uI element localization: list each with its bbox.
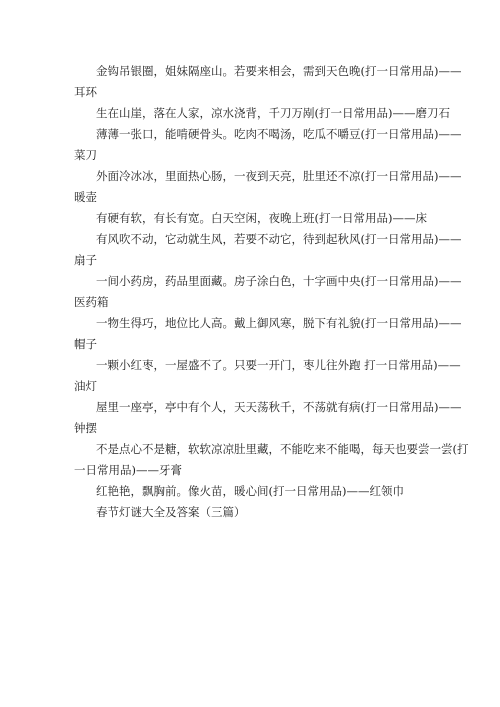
text-line: 帽子: [74, 337, 97, 351]
text-line: 一颗小红枣，一屋盛不了。只要一开门，枣儿往外跑 打一日常用品)——: [96, 358, 461, 372]
riddle-paragraph: [74, 355, 461, 397]
heading-line: 春节灯谜大全及答案（三篇）: [96, 505, 246, 519]
text-line: 耳环: [74, 85, 97, 99]
text-line: 生在山崖，落在人家，凉水浇背，千刀万剐(打一日常用品)——磨刀石: [96, 106, 450, 120]
text-line: 医药箱: [74, 295, 109, 309]
text-line: 有硬有软，有长有宽。白天空闲，夜晚上班(打一日常用品)——床: [96, 211, 427, 225]
riddle-paragraph: [74, 397, 462, 439]
riddle-paragraph: [74, 481, 430, 502]
text-line: 不是点心不是糖，软软凉凉肚里藏，不能吃来不能喝，每天也要尝一尝(打: [96, 442, 469, 456]
text-line: 红艳艳，飘胸前。像火苗，暖心间(打一日常用品)——红领巾: [96, 484, 404, 498]
section-heading: [74, 502, 430, 523]
riddle-paragraph: [74, 61, 462, 103]
text-line: 有风吹不动，它动就生风，若要不动它，待到起秋风(打一日常用品)——: [96, 232, 462, 246]
text-line: 暖壶: [74, 190, 97, 204]
text-line: 扇子: [74, 253, 97, 267]
text-line: 菜刀: [74, 148, 97, 162]
riddle-paragraph: [74, 166, 462, 208]
text-line: 一间小药房，药品里面藏。房子涂白色，十字画中央(打一日常用品)——: [96, 274, 462, 288]
text-line: 金钩吊银圈，姐妹隔座山。若要来相会，需到天色晚(打一日常用品)——: [96, 64, 462, 78]
riddle-paragraph: [74, 103, 450, 124]
riddle-paragraph: [74, 229, 462, 271]
text-line: 钟摆: [74, 421, 97, 435]
riddle-paragraph: [74, 271, 462, 313]
text-line: 一日常用品)——牙膏: [74, 463, 182, 477]
riddle-paragraph: [74, 439, 469, 481]
text-line: 外面冷冰冰，里面热心肠，一夜到天亮，肚里还不凉(打一日常用品)——: [96, 169, 462, 183]
riddle-paragraph: [74, 313, 462, 355]
text-line: 油灯: [74, 379, 97, 393]
text-line: 薄薄一张口，能啃硬骨头。吃肉不喝汤，吃瓜不嚼豆(打一日常用品)——: [96, 127, 462, 141]
text-line: 屋里一座亭，亭中有个人，天天荡秋千，不荡就有病(打一日常用品)——: [96, 400, 462, 414]
riddle-paragraph: [74, 208, 430, 229]
riddle-paragraph: [74, 124, 462, 166]
text-line: 一物生得巧，地位比人高。戴上御风寒，脱下有礼貌(打一日常用品)——: [96, 316, 462, 330]
